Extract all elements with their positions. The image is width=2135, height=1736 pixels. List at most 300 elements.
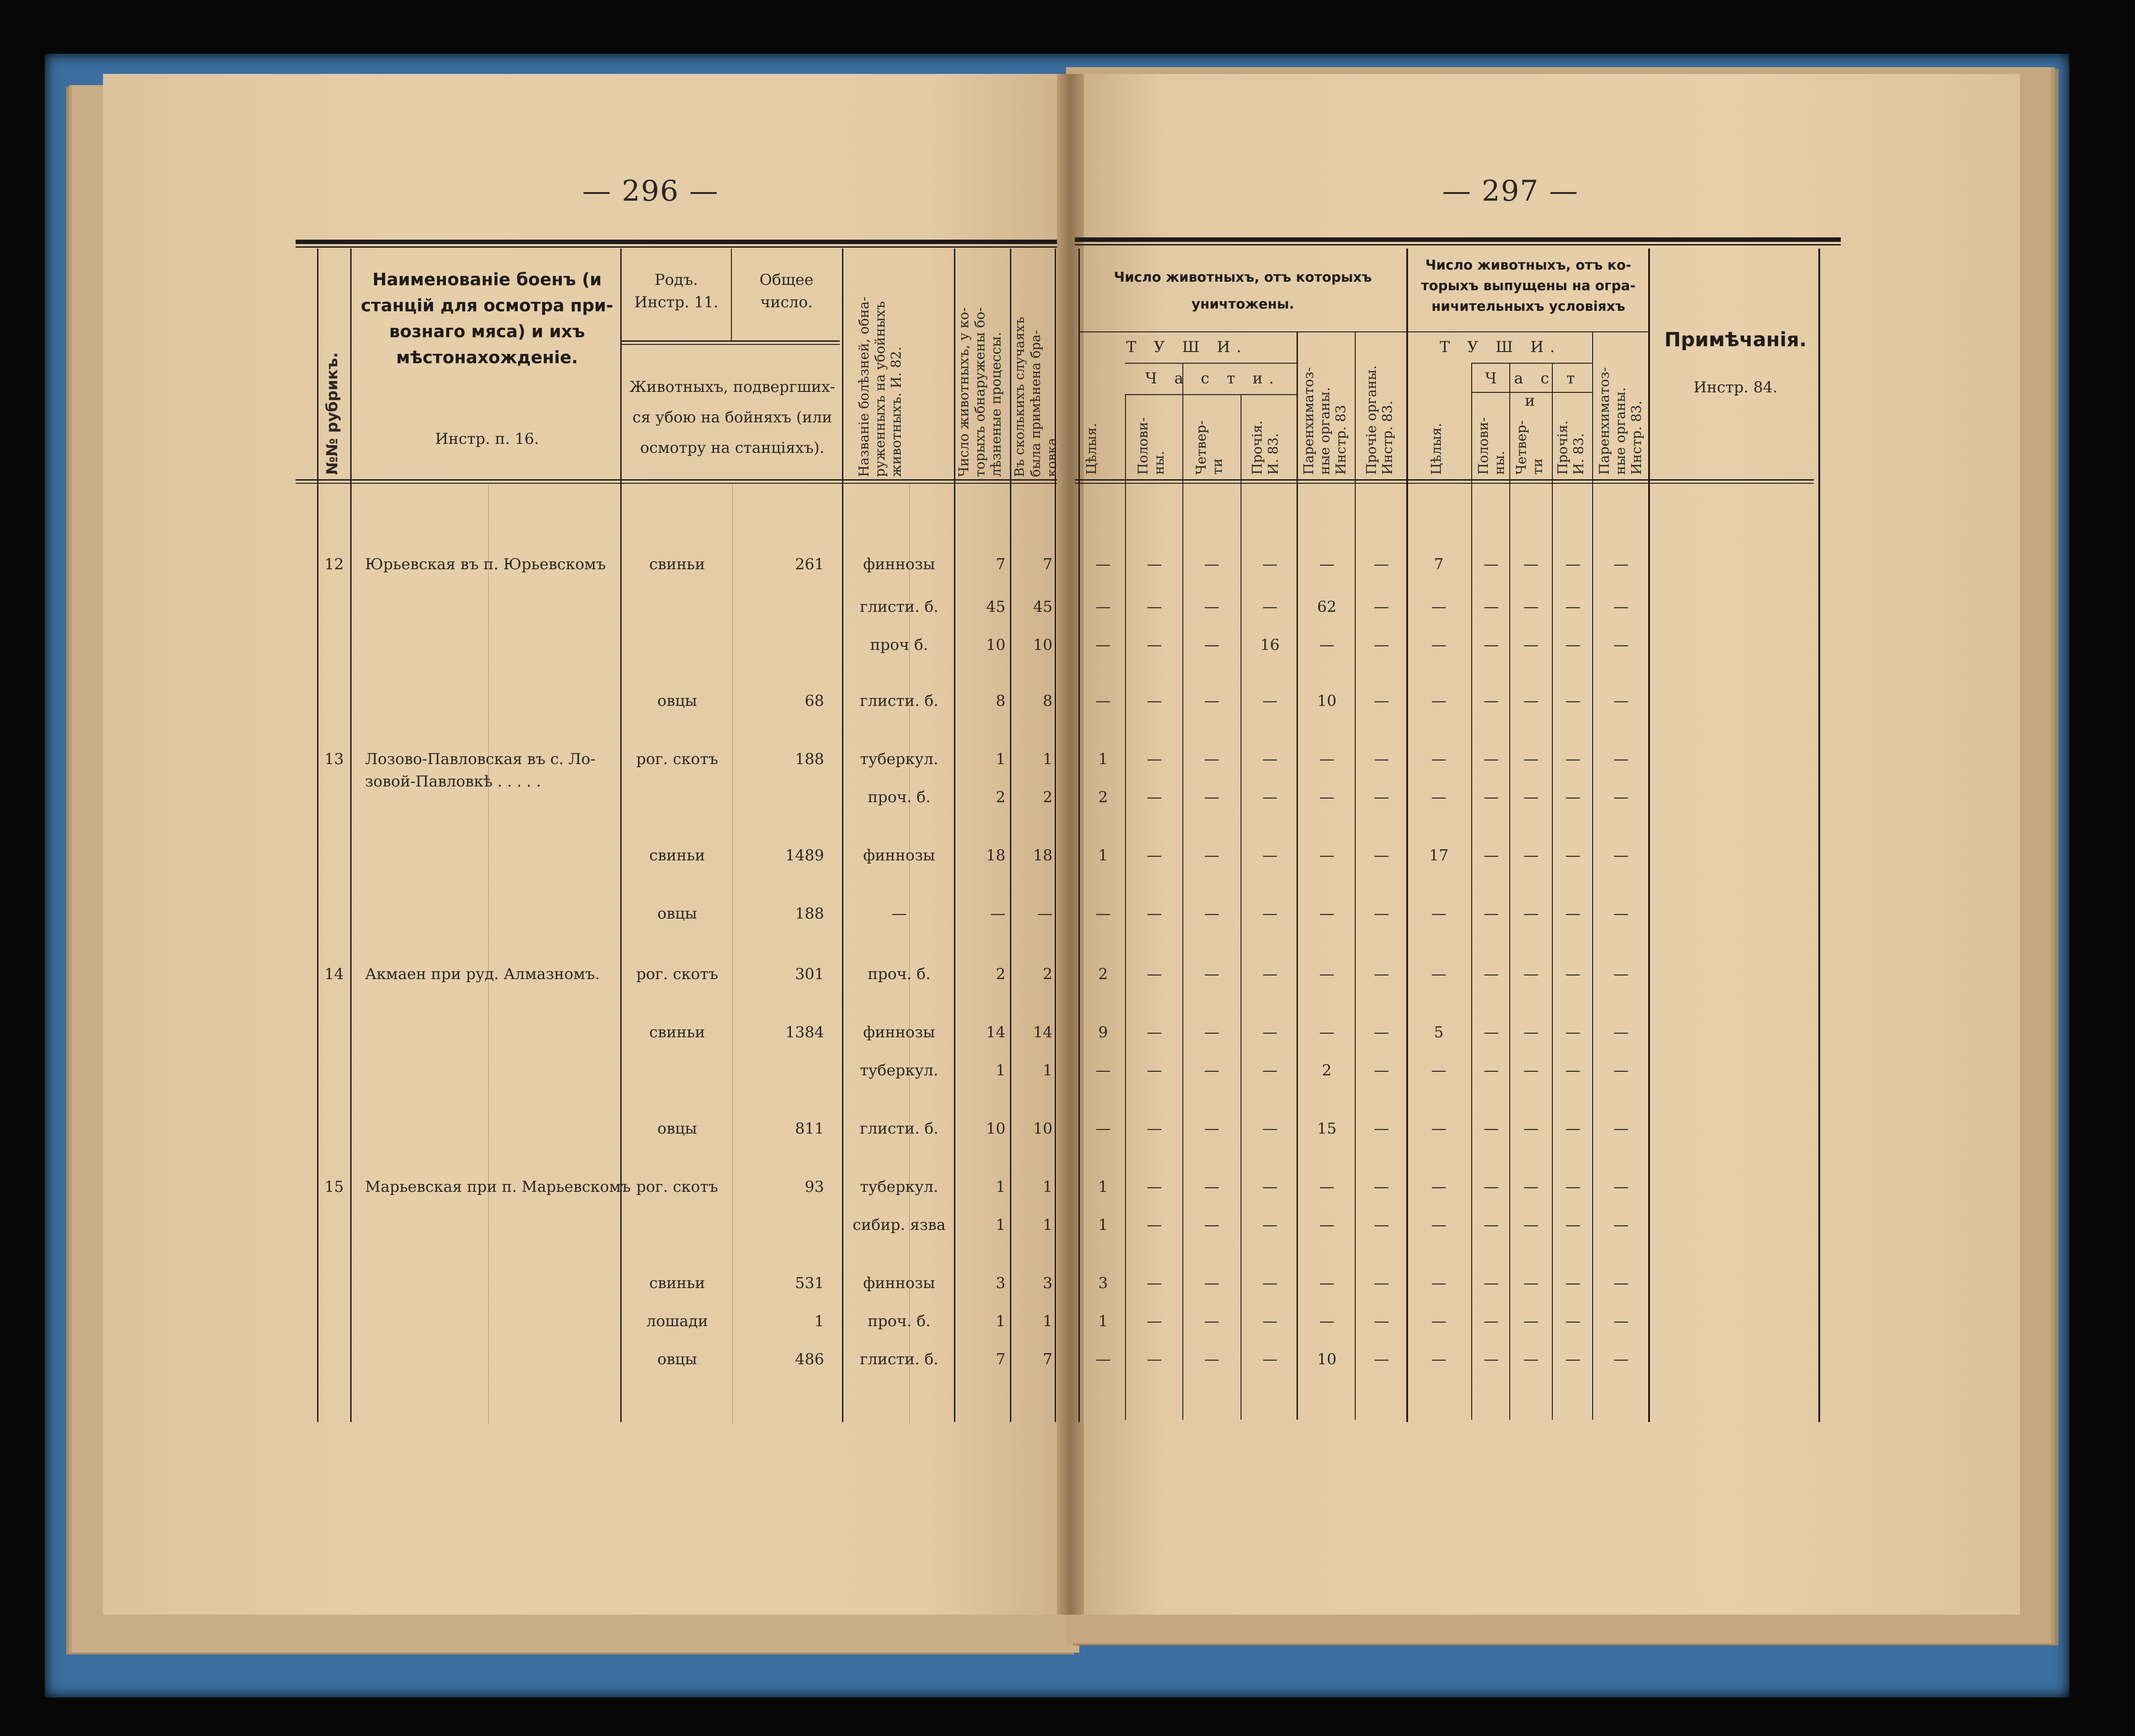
row-destroyed-0: — bbox=[1095, 636, 1111, 654]
hrule bbox=[1078, 331, 1408, 332]
row-cases: 7 bbox=[1043, 1350, 1052, 1368]
row-name: Марьевская при п. Марьевскомъ bbox=[365, 1178, 631, 1196]
row-released-4: — bbox=[1613, 1023, 1629, 1041]
row-destroyed-0: 1 bbox=[1098, 1312, 1108, 1330]
header-quarters-released bbox=[1514, 420, 1546, 475]
header-halves-line: ны. bbox=[1151, 451, 1167, 475]
row-destroyed-2: — bbox=[1204, 636, 1220, 654]
hrule bbox=[620, 344, 840, 345]
header-animals-line: осмотру на станціяхъ). bbox=[640, 439, 825, 457]
row-released-3: — bbox=[1565, 1120, 1581, 1138]
row-destroyed-4: — bbox=[1319, 750, 1335, 768]
row-released-1: — bbox=[1483, 905, 1499, 923]
row-released-2: — bbox=[1523, 1274, 1539, 1292]
vrule bbox=[1297, 331, 1298, 1420]
header-name-line: мѣстонахожденіе. bbox=[396, 348, 578, 367]
header-parts-destroyed: Ч а с т и. bbox=[1145, 370, 1280, 387]
row-released-4: — bbox=[1613, 1178, 1629, 1196]
row-cases: 1 bbox=[1043, 1216, 1052, 1234]
row-released-3: — bbox=[1565, 1350, 1581, 1368]
row-released-1: — bbox=[1483, 788, 1499, 806]
header-animals bbox=[623, 372, 842, 463]
row-released-0: — bbox=[1431, 1120, 1447, 1138]
row-released-0: — bbox=[1431, 636, 1447, 654]
row-total: 188 bbox=[795, 905, 824, 923]
row-released-0: — bbox=[1431, 1216, 1447, 1234]
row-released-4: — bbox=[1613, 598, 1629, 616]
row-destroyed-2: — bbox=[1204, 1312, 1220, 1330]
row-number: 12 bbox=[324, 555, 344, 573]
vrule bbox=[1078, 249, 1080, 1422]
row-count: 10 bbox=[986, 636, 1005, 654]
row-destroyed-0: — bbox=[1095, 1061, 1111, 1079]
vrule bbox=[350, 249, 352, 1422]
row-released-2: — bbox=[1523, 1350, 1539, 1368]
header-count-line: торыхъ обнаружены бо- bbox=[972, 307, 988, 477]
row-released-4: — bbox=[1613, 750, 1629, 768]
header-kind bbox=[623, 269, 730, 314]
row-released-4: — bbox=[1613, 788, 1629, 806]
row-cases: 2 bbox=[1043, 965, 1052, 983]
header-parenchyma-line: ные органы. bbox=[1613, 387, 1628, 475]
row-destroyed-2: — bbox=[1204, 1061, 1220, 1079]
row-released-1: — bbox=[1483, 1274, 1499, 1292]
row-cases: 14 bbox=[1033, 1023, 1052, 1041]
row-destroyed-2: — bbox=[1204, 1178, 1220, 1196]
header-name bbox=[354, 266, 620, 370]
vrule-faint bbox=[732, 484, 733, 1424]
row-released-0: 5 bbox=[1434, 1023, 1444, 1041]
row-kind: овцы bbox=[657, 905, 697, 923]
row-released-3: — bbox=[1565, 965, 1581, 983]
row-destroyed-5: — bbox=[1374, 1350, 1389, 1368]
header-parenchyma-destroyed bbox=[1301, 367, 1349, 475]
row-released-3: — bbox=[1565, 1023, 1581, 1041]
row-released-1: — bbox=[1483, 692, 1499, 710]
row-disease: глисти. б. bbox=[859, 692, 939, 710]
header-quarters-destroyed bbox=[1194, 420, 1226, 475]
row-count: 1 bbox=[996, 1216, 1005, 1234]
row-released-1: — bbox=[1483, 965, 1499, 983]
row-released-4: — bbox=[1613, 1350, 1629, 1368]
row-kind: свиньи bbox=[649, 847, 705, 864]
row-disease: туберкул. bbox=[860, 1178, 938, 1196]
left-page-number: — 296 — bbox=[582, 175, 719, 208]
hrule bbox=[1471, 363, 1592, 364]
row-destroyed-5: — bbox=[1374, 788, 1389, 806]
row-destroyed-1: — bbox=[1147, 636, 1162, 654]
header-whole-released: Цѣлыя. bbox=[1429, 423, 1444, 475]
row-destroyed-0: 1 bbox=[1098, 1178, 1108, 1196]
hrule bbox=[1125, 394, 1297, 395]
row-total: 68 bbox=[804, 692, 824, 710]
row-destroyed-1: — bbox=[1147, 1274, 1162, 1292]
row-released-0: — bbox=[1431, 750, 1447, 768]
header-cases-line: ковка bbox=[1044, 438, 1059, 477]
row-destroyed-2: — bbox=[1204, 1350, 1220, 1368]
row-released-3: — bbox=[1565, 905, 1581, 923]
row-destroyed-3: — bbox=[1262, 1350, 1278, 1368]
row-number: 15 bbox=[324, 1178, 344, 1196]
row-released-4: — bbox=[1613, 965, 1629, 983]
vrule bbox=[1125, 394, 1126, 1420]
row-disease: глисти. б. bbox=[859, 598, 939, 616]
row-destroyed-2: — bbox=[1204, 905, 1220, 923]
top-thin-rule-left bbox=[296, 246, 1057, 248]
header-cases-line: Въ сколькихъ случаяхъ bbox=[1012, 317, 1027, 477]
vrule bbox=[1509, 363, 1510, 1420]
vrule bbox=[954, 249, 955, 1422]
row-released-2: — bbox=[1523, 965, 1539, 983]
row-released-0: — bbox=[1431, 1178, 1447, 1196]
row-released-3: — bbox=[1565, 636, 1581, 654]
row-total: 1489 bbox=[785, 847, 824, 864]
header-animals-line: Животныхъ, подвергших- bbox=[629, 378, 835, 396]
row-destroyed-3: — bbox=[1262, 905, 1278, 923]
row-released-0: — bbox=[1431, 1061, 1447, 1079]
row-released-3: — bbox=[1565, 1274, 1581, 1292]
header-halves-destroyed bbox=[1135, 417, 1168, 475]
header-notes-instr: Инстр. 84. bbox=[1693, 378, 1778, 396]
row-count: 10 bbox=[986, 1120, 1005, 1138]
header-disease-line: руженныхъ на убойныхъ bbox=[872, 301, 888, 477]
header-destroyed-line: уничтожены. bbox=[1191, 296, 1294, 312]
row-destroyed-1: — bbox=[1147, 847, 1162, 864]
hrule bbox=[1125, 363, 1297, 364]
row-count: 45 bbox=[986, 598, 1005, 616]
row-name: Акмаен при руд. Алмазномъ. bbox=[365, 965, 600, 983]
row-destroyed-2: — bbox=[1204, 555, 1220, 573]
row-released-3: — bbox=[1565, 847, 1581, 864]
header-released-line: ничительныхъ условіяхъ bbox=[1431, 299, 1625, 314]
header-name-line: вознаго мяса) и ихъ bbox=[389, 322, 585, 341]
row-destroyed-5: — bbox=[1374, 1178, 1389, 1196]
row-disease: туберкул. bbox=[860, 750, 938, 768]
header-count-line: Число животныхъ, у ко- bbox=[956, 307, 972, 477]
header-bottom-rule-left bbox=[296, 479, 1057, 481]
row-destroyed-1: — bbox=[1147, 1312, 1162, 1330]
header-parenchyma-line: Инстр. 83. bbox=[1629, 400, 1645, 475]
row-destroyed-4: 10 bbox=[1317, 1350, 1337, 1368]
row-destroyed-2: — bbox=[1204, 692, 1220, 710]
row-destroyed-2: — bbox=[1204, 1216, 1220, 1234]
row-cases: — bbox=[1037, 905, 1052, 923]
row-destroyed-1: — bbox=[1147, 1216, 1162, 1234]
row-disease: проч. б. bbox=[868, 1312, 931, 1330]
row-destroyed-5: — bbox=[1374, 1216, 1389, 1234]
header-animals-line: ся убою на бойняхъ (или bbox=[632, 408, 832, 426]
row-count: 18 bbox=[986, 847, 1005, 864]
row-destroyed-2: — bbox=[1204, 1120, 1220, 1138]
row-destroyed-3: — bbox=[1262, 1178, 1278, 1196]
row-destroyed-1: — bbox=[1147, 905, 1162, 923]
row-count: 14 bbox=[986, 1023, 1005, 1041]
header-released-line: торыхъ выпущены на огра- bbox=[1421, 278, 1636, 294]
row-destroyed-4: — bbox=[1319, 636, 1335, 654]
row-cases: 45 bbox=[1033, 598, 1052, 616]
row-disease: туберкул. bbox=[860, 1061, 938, 1079]
row-destroyed-5: — bbox=[1374, 1120, 1389, 1138]
row-kind: рог. скотъ bbox=[636, 750, 718, 768]
row-destroyed-4: — bbox=[1319, 965, 1335, 983]
row-released-1: — bbox=[1483, 1061, 1499, 1079]
header-other-line: Прочія. bbox=[1250, 420, 1265, 475]
row-destroyed-2: — bbox=[1204, 598, 1220, 616]
vrule bbox=[1471, 363, 1472, 1420]
vrule bbox=[1592, 331, 1593, 1420]
header-parenchyma-line: Паренхиматоз- bbox=[1597, 367, 1612, 475]
header-kind-line: Родъ. bbox=[654, 271, 698, 289]
row-name: Лозово-Павловская въ с. Ло- bbox=[365, 750, 596, 768]
row-destroyed-5: — bbox=[1374, 555, 1389, 573]
header-disease-line: животныхъ. И. 82. bbox=[889, 346, 904, 477]
header-halves-released bbox=[1476, 417, 1508, 475]
row-destroyed-4: 15 bbox=[1317, 1120, 1337, 1138]
header-quarters-line: ти bbox=[1530, 458, 1546, 475]
row-disease: глисти. б. bbox=[859, 1350, 939, 1368]
row-destroyed-0: — bbox=[1095, 905, 1111, 923]
row-released-4: — bbox=[1613, 1061, 1629, 1079]
row-name: Юрьевская въ п. Юрьевскомъ bbox=[365, 555, 606, 573]
row-released-4: — bbox=[1613, 1274, 1629, 1292]
row-destroyed-3: — bbox=[1262, 1274, 1278, 1292]
row-released-4: — bbox=[1613, 905, 1629, 923]
header-destroyed bbox=[1079, 264, 1406, 318]
row-destroyed-5: — bbox=[1374, 1312, 1389, 1330]
header-name-instr: Инстр. п. 16. bbox=[435, 430, 539, 448]
row-released-4: — bbox=[1613, 847, 1629, 864]
row-destroyed-2: — bbox=[1204, 750, 1220, 768]
row-total: 188 bbox=[795, 750, 824, 768]
header-cases-line: была примѣнена бра- bbox=[1028, 330, 1043, 477]
header-kind-line: Инстр. 11. bbox=[634, 293, 718, 311]
row-released-0: — bbox=[1431, 965, 1447, 983]
header-released-line: Число животныхъ, отъ ко- bbox=[1425, 258, 1632, 273]
row-disease: проч. б. bbox=[868, 788, 931, 806]
row-released-0: — bbox=[1431, 788, 1447, 806]
header-other-organs-destroyed bbox=[1364, 365, 1396, 475]
vrule bbox=[1355, 331, 1356, 1420]
row-destroyed-3: — bbox=[1262, 1312, 1278, 1330]
header-other-organs-line: Инстр. 83. bbox=[1380, 400, 1396, 475]
row-kind: свиньи bbox=[649, 555, 705, 573]
header-halves-line: Полови- bbox=[1476, 417, 1491, 475]
row-destroyed-5: — bbox=[1374, 636, 1389, 654]
row-cases: 1 bbox=[1043, 1312, 1052, 1330]
header-total bbox=[733, 269, 840, 314]
row-destroyed-5: — bbox=[1374, 1061, 1389, 1079]
vrule bbox=[620, 249, 622, 1422]
row-number: 14 bbox=[324, 965, 344, 983]
row-released-2: — bbox=[1523, 750, 1539, 768]
row-destroyed-3: — bbox=[1262, 750, 1278, 768]
header-cases bbox=[1011, 317, 1060, 477]
row-destroyed-3: 16 bbox=[1260, 636, 1280, 654]
header-bottom-rule2-left bbox=[296, 483, 1057, 484]
vrule bbox=[731, 249, 732, 340]
header-parenchyma-line: ные органы. bbox=[1317, 387, 1333, 475]
header-halves-line: ны. bbox=[1492, 451, 1508, 475]
row-destroyed-1: — bbox=[1147, 1350, 1162, 1368]
row-destroyed-1: — bbox=[1147, 1061, 1162, 1079]
row-destroyed-3: — bbox=[1262, 1023, 1278, 1041]
header-parts-released: Ч а с т и bbox=[1485, 370, 1581, 410]
row-released-4: — bbox=[1613, 692, 1629, 710]
vrule bbox=[1648, 249, 1650, 1422]
header-bottom-rule2-right bbox=[1075, 483, 1814, 484]
row-released-3: — bbox=[1565, 1216, 1581, 1234]
row-released-3: — bbox=[1565, 692, 1581, 710]
row-destroyed-4: 62 bbox=[1317, 598, 1337, 616]
row-destroyed-1: — bbox=[1147, 1178, 1162, 1196]
header-bottom-rule-right bbox=[1075, 479, 1814, 481]
row-destroyed-0: 2 bbox=[1098, 788, 1108, 806]
row-destroyed-5: — bbox=[1374, 692, 1389, 710]
row-released-3: — bbox=[1565, 1312, 1581, 1330]
row-total: 811 bbox=[795, 1120, 824, 1138]
row-released-4: — bbox=[1613, 1120, 1629, 1138]
row-destroyed-5: — bbox=[1374, 1023, 1389, 1041]
row-disease: финнозы bbox=[863, 847, 935, 864]
row-destroyed-0: — bbox=[1095, 1350, 1111, 1368]
row-released-1: — bbox=[1483, 1178, 1499, 1196]
row-destroyed-0: 1 bbox=[1098, 1216, 1108, 1234]
row-destroyed-3: — bbox=[1262, 598, 1278, 616]
header-count-line: лѣзненые процессы. bbox=[988, 332, 1004, 477]
row-released-3: — bbox=[1565, 598, 1581, 616]
header-quarters-line: ти bbox=[1210, 458, 1225, 475]
row-released-0: — bbox=[1431, 598, 1447, 616]
row-released-4: — bbox=[1613, 1312, 1629, 1330]
row-released-1: — bbox=[1483, 1023, 1499, 1041]
header-other-line: Прочія. bbox=[1555, 420, 1571, 475]
row-count: 1 bbox=[996, 750, 1005, 768]
top-thick-rule-right bbox=[1075, 237, 1841, 242]
row-destroyed-0: — bbox=[1095, 598, 1111, 616]
row-released-1: — bbox=[1483, 1216, 1499, 1234]
header-notes: Примѣчанія. bbox=[1664, 328, 1807, 351]
top-thick-rule-left bbox=[296, 240, 1057, 244]
right-page-number: — 297 — bbox=[1442, 175, 1579, 208]
row-released-4: — bbox=[1613, 555, 1629, 573]
row-total: 93 bbox=[804, 1178, 824, 1196]
row-destroyed-0: 2 bbox=[1098, 965, 1108, 983]
row-released-1: — bbox=[1483, 1120, 1499, 1138]
row-destroyed-1: — bbox=[1147, 555, 1162, 573]
row-released-0: — bbox=[1431, 1274, 1447, 1292]
row-released-0: 7 bbox=[1434, 555, 1444, 573]
row-kind: овцы bbox=[657, 692, 697, 710]
header-other-line: И. 83. bbox=[1571, 433, 1587, 475]
row-released-2: — bbox=[1523, 905, 1539, 923]
row-total: 1 bbox=[814, 1312, 824, 1330]
row-disease: проч б. bbox=[870, 636, 928, 654]
vrule bbox=[1406, 249, 1408, 1422]
row-released-0: — bbox=[1431, 1350, 1447, 1368]
row-destroyed-2: — bbox=[1204, 1274, 1220, 1292]
row-destroyed-4: — bbox=[1319, 555, 1335, 573]
row-destroyed-2: — bbox=[1204, 1023, 1220, 1041]
row-released-2: — bbox=[1523, 1178, 1539, 1196]
row-destroyed-0: — bbox=[1095, 555, 1111, 573]
hrule bbox=[620, 340, 840, 342]
row-destroyed-1: — bbox=[1147, 1023, 1162, 1041]
row-destroyed-4: — bbox=[1319, 1216, 1335, 1234]
row-destroyed-3: — bbox=[1262, 965, 1278, 983]
row-destroyed-0: 1 bbox=[1098, 847, 1108, 864]
row-name-cont: зовой-Павловкѣ . . . . . bbox=[365, 773, 541, 791]
row-released-1: — bbox=[1483, 555, 1499, 573]
row-destroyed-0: — bbox=[1095, 1120, 1111, 1138]
row-kind: свиньи bbox=[649, 1023, 705, 1041]
header-count bbox=[956, 307, 1005, 477]
row-released-3: — bbox=[1565, 1061, 1581, 1079]
row-count: 1 bbox=[996, 1178, 1005, 1196]
header-carcass-destroyed: Т У Ш И. bbox=[1126, 338, 1248, 356]
header-rubric: №№ рубрикъ. bbox=[323, 352, 341, 475]
row-count: 3 bbox=[996, 1274, 1005, 1292]
row-cases: 1 bbox=[1043, 750, 1052, 768]
row-destroyed-5: — bbox=[1374, 965, 1389, 983]
header-halves-line: Полови- bbox=[1135, 417, 1151, 475]
row-released-2: — bbox=[1523, 1023, 1539, 1041]
row-released-3: — bbox=[1565, 788, 1581, 806]
header-carcass-released: Т У Ш И. bbox=[1439, 338, 1561, 356]
row-destroyed-4: — bbox=[1319, 1023, 1335, 1041]
header-quarters-line: Четвер- bbox=[1194, 420, 1209, 475]
row-destroyed-0: 1 bbox=[1098, 750, 1108, 768]
header-other-destroyed bbox=[1250, 421, 1282, 475]
row-released-2: — bbox=[1523, 598, 1539, 616]
row-destroyed-4: — bbox=[1319, 905, 1335, 923]
row-destroyed-4: — bbox=[1319, 847, 1335, 864]
row-count: 7 bbox=[996, 555, 1005, 573]
row-destroyed-4: — bbox=[1319, 788, 1335, 806]
row-destroyed-4: 10 bbox=[1317, 692, 1337, 710]
row-destroyed-3: — bbox=[1262, 847, 1278, 864]
row-cases: 1 bbox=[1043, 1178, 1052, 1196]
row-released-1: — bbox=[1483, 1350, 1499, 1368]
row-destroyed-0: 9 bbox=[1098, 1023, 1108, 1041]
vrule bbox=[317, 249, 318, 1422]
row-released-0: — bbox=[1431, 905, 1447, 923]
header-total-line: число. bbox=[760, 293, 813, 311]
row-disease: финнозы bbox=[863, 1274, 935, 1292]
row-destroyed-4: 2 bbox=[1322, 1061, 1332, 1079]
row-released-2: — bbox=[1523, 692, 1539, 710]
header-released bbox=[1409, 255, 1648, 317]
hrule bbox=[1406, 331, 1648, 332]
row-destroyed-4: — bbox=[1319, 1274, 1335, 1292]
row-released-2: — bbox=[1523, 1120, 1539, 1138]
row-released-1: — bbox=[1483, 598, 1499, 616]
row-released-3: — bbox=[1565, 1178, 1581, 1196]
header-name-line: Наименованіе боенъ (и bbox=[372, 270, 602, 289]
row-cases: 8 bbox=[1043, 692, 1052, 710]
row-kind: рог. скотъ bbox=[636, 1178, 718, 1196]
row-destroyed-3: — bbox=[1262, 692, 1278, 710]
row-destroyed-1: — bbox=[1147, 1120, 1162, 1138]
row-destroyed-0: 3 bbox=[1098, 1274, 1108, 1292]
top-thin-rule-right bbox=[1075, 244, 1841, 245]
row-destroyed-4: — bbox=[1319, 1178, 1335, 1196]
row-cases: 18 bbox=[1033, 847, 1052, 864]
row-destroyed-2: — bbox=[1204, 788, 1220, 806]
row-count: 2 bbox=[996, 788, 1005, 806]
row-cases: 10 bbox=[1033, 1120, 1052, 1138]
row-count: 1 bbox=[996, 1061, 1005, 1079]
row-total: 486 bbox=[795, 1350, 824, 1368]
